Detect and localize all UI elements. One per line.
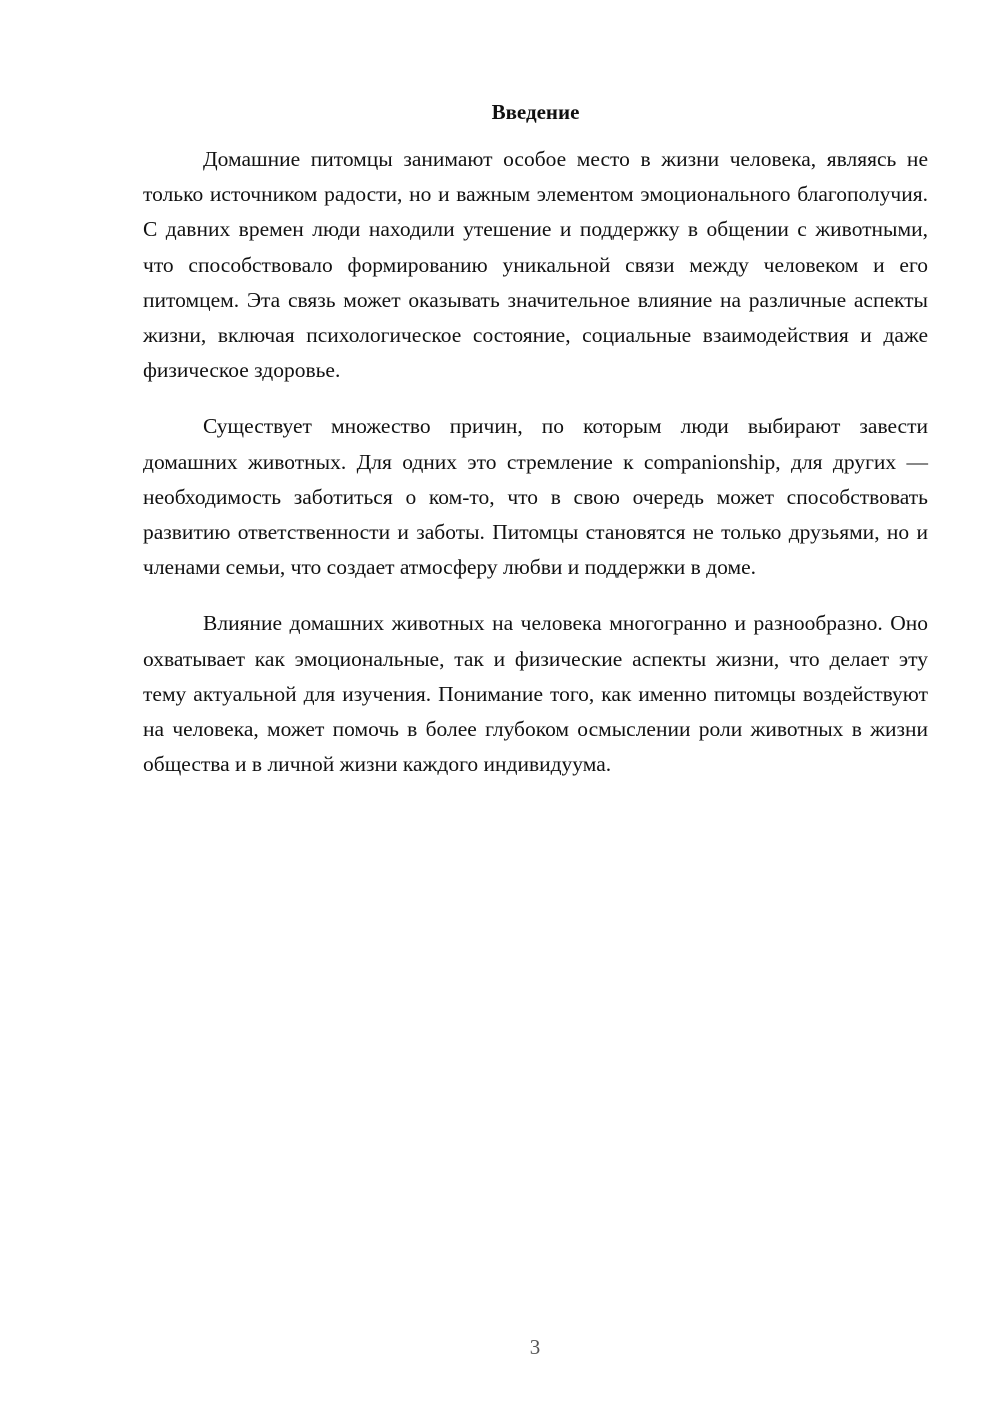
paragraph-1: Домашние питомцы занимают особое место в жизни человека, являясь не только источником радости, но и важным элементом эмоционального благополучия. С давних времен люди находили утешение и поддержку в общении с животными, что способствовало формированию уникальной связи между человеком и его питомцем. Эта связь может оказывать значительное влияние на различные аспекты жизни, включая психологическое состояние, социальные взаимодействия и даже физическое здоровье. xyxy=(143,147,928,383)
paragraph-2: Существует множество причин, по которым люди выбирают завести домашних животных. Для одних это стремление к companionship, для других — необходимость заботиться о ком-то, что в свою очередь может способствовать развитию ответственности и заботы. Питомцы становятся не только друзьями, но и членами семьи, что создает атмосферу любви и поддержки в доме. xyxy=(143,414,928,580)
page-number: 3 xyxy=(529,1335,541,1359)
section-heading: Введение xyxy=(491,100,580,124)
body-text xyxy=(143,142,928,803)
paragraph-3: Влияние домашних животных на человека многогранно и разнообразно. Оно охватывает как эмоциональные, так и физические аспекты жизни, что делает эту тему актуальной для изучения. Понимание того, как именно питомцы воздействуют на человека, может помочь в более глубоком осмыслении роли животных в жизни общества и в личной жизни каждого индивидуума. xyxy=(143,611,928,777)
